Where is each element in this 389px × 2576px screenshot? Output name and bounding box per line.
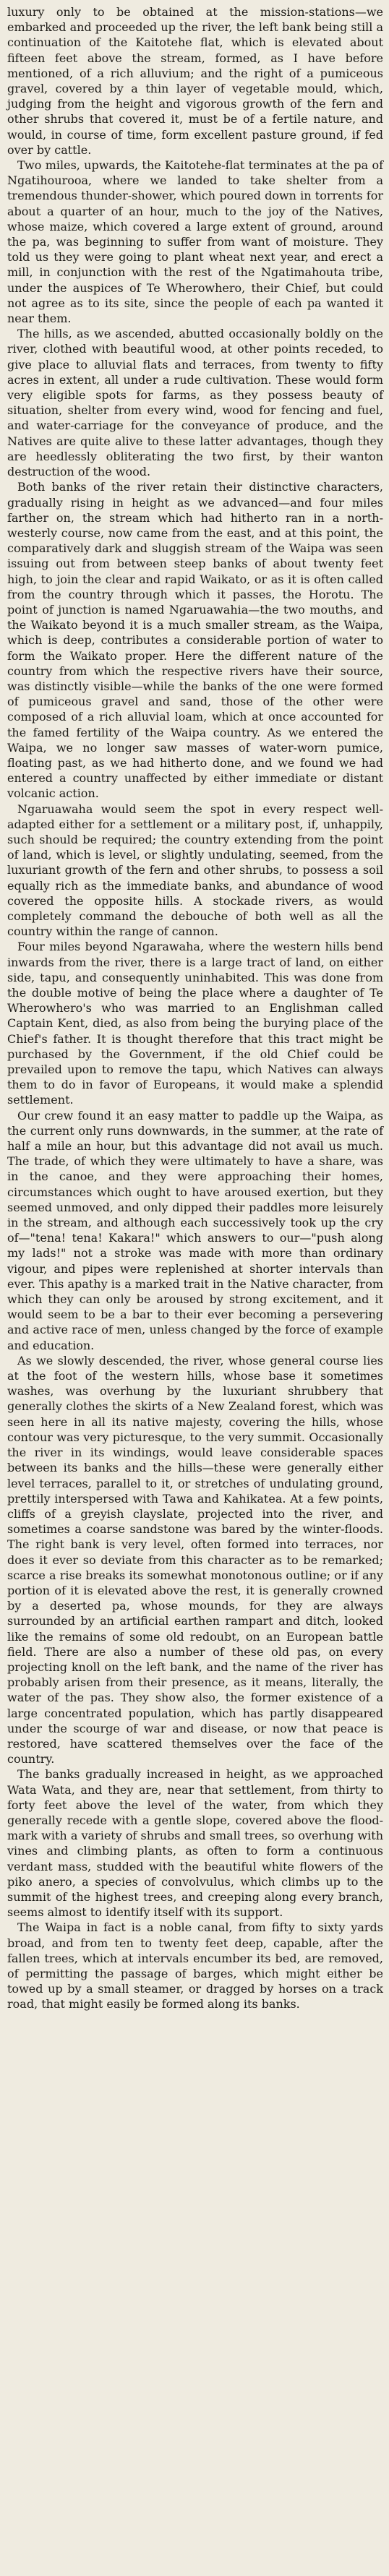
article-paragraph: Two miles, upwards, the Kaitotehe-flat terminates at the pa of Ngatihourooa, where we landed to take shelter from a tremendous thunder-shower, which poured down in torrents for about a quarter of an hour, much to the joy of the Natives, whose maize, which covered a large extent of ground, around the pa, was beginning to suffer from want of moisture. They told us they were going to plant wheat next year, and erect a mill, in conjunction with the rest of the Ngatimahouta tribe, under the auspices of Te Wherowhero, their Chief, but could not agree as to its site, since the people of each pa wanted it near them.	[7, 158, 383, 326]
article-paragraph: Four miles beyond Ngarawaha, where the western hills bend inwards from the river, there is a large tract of land, on either side, tapu, and consequently uninhabited. This was done from the double motive of being the place where a daughter of Te Wherowhero's who was married to an Englishman called Captain Kent, died, as also from being the burying place of the Chief's father. It is thought therefore that this tract might be purchased by the Government, if the old Chief could be prevailed upon to remove the tapu, which Natives can always them to do in favor of Europeans, it would make a splendid settlement.	[7, 940, 383, 1107]
article-paragraph: As we slowly descended, the river, whose general course lies at the foot of the western hills, whose base it sometimes washes, was overhung by the luxuriant shrubbery that generally clothes the skirts of a New Zealand forest, which was seen here in all its native majesty, covering the hills, whose contour was very picturesque, to the very summit. Occasionally the river in its windings, would leave considerable spaces between its banks and the hills—these were generally either level terraces, parallel to it, or stretches of undulating ground, prettily interspersed with Tawa and Kahikatea. At a few points, cliffs of a greyish clayslate, projected into the river, and sometimes a coarse sandstone was bared by the winter-floods. The right bank is very level, often formed into terraces, nor does it ever so deviate from this character as to be remarked; scarce a rise breaks its somewhat monotonous outline; or if any portion of it is elevated above the rest, it is generally crowned by a deserted pa, whose mounds, for they are always surrounded by an artificial earthen rampart and ditch, looked like the remains of some old redoubt, on an European battle field. There are also a number of these old pas, on every projecting knoll on the left bank, and the name of the river has probably arisen from their presence, as it means, literally, the water of the pas. They show also, the former existence of a large concentrated population, which has partly disappeared under the scourge of war and disease, or now that peace is restored, have scattered themselves over the face of the country.	[7, 1353, 383, 1766]
article-paragraph: Our crew found it an easy matter to paddle up the Waipa, as the current only runs downwards, in the summer, at the rate of half a mile an hour, but this advantage did not avail us much. The trade, of which they were ultimately to have a share, was in the canoe, and they were approaching their homes, circumstances which ought to have aroused exertion, but they seemed unmoved, and only dipped their paddles more leisurely in the stream, and although each successively took up the cry of—"tena! tena! Kakara!" which answers to our—"push along my lads!" not a stroke was made with more than ordinary vigour, and pipes were replenished at shorter intervals than ever. This apathy is a marked trait in the Native character, from which they can only be aroused by strong excitement, and it would seem to be a bar to their ever becoming a persevering and active race of men, unless changed by the force of example and education.	[7, 1108, 383, 1352]
article-paragraph: The banks gradually increased in height, as we approached Wata Wata, and they are, near that settlement, from thirty to forty feet above the level of the water, from which they generally recede with a gentle slope, covered above the flood-mark with a variety of shrubs and small trees, so overhung with vines and climbing plants, as often to form a continuous verdant mass, studded with the beautiful white flowers of the piko anero, a species of convolvulus, which climbs up to the summit of the highest trees, and creeping along every branch, seems almost to identify itself with its support.	[7, 1767, 383, 1920]
article-column	[7, 4, 383, 2012]
article-paragraph: The Waipa in fact is a noble canal, from fifty to sixty yards broad, and from ten to twenty feet deep, capable, after the fallen trees, which at intervals encumber its bed, are removed, of permitting the passage of barges, which might either be towed up by a small steamer, or dragged by horses on a track road, that might easily be formed along its banks.	[7, 1920, 383, 2012]
article-paragraph: Ngaruawaha would seem the spot in every respect well-adapted either for a settlement or a military post, if, unhappily, such should be required; the country extending from the point of land, which is level, or slightly undulating, seemed, from the luxuriant growth of the fern and other shrubs, to possess a soil equally rich as the immediate banks, and abundance of wood covered the opposite hills. A stockade rivers, as would completely command the debouche of both well as all the country within the range of cannon.	[7, 802, 383, 939]
article-paragraph: luxury only to be obtained at the mission-stations—we embarked and proceeded up the river, the left bank being still a continuation of the Kaitotehe flat, which is elevated about fifteen feet above the stream, formed, as I have before mentioned, of a rich alluvium; and the right of a pumiceous gravel, covered by a thin layer of vegetable mould, which, judging from the height and vigorous growth of the fern and other shrubs that covered it, must be of a fertile nature, and would, in course of time, form excellent pasture ground, if fed over by cattle.	[7, 5, 383, 157]
article-paragraph: Both banks of the river retain their distinctive characters, gradually rising in height as we advanced—and four miles farther on, the stream which had hitherto ran in a north-westerly course, now came from the east, and at this point, the comparatively dark and sluggish stream of the Waipa was seen issuing out from between steep banks of about twenty feet high, to join the clear and rapid Waikato, or as it is often called from the country through which it passes, the Horotu. The point of junction is named Ngaruawahia—the two mouths, and the Waikato beyond it is a much smaller stream, as the Waipa, which is deep, contributes a considerable portion of water to form the Waikato proper. Here the different nature of the country from which the respective rivers have their source, was distinctly visible—while the banks of the one were formed of pumiceous gravel and sand, those of the other were composed of a rich alluvial loam, which at once accounted for the famed fertility of the Waipa country. As we entered the Waipa, we no longer saw masses of water-worn pumice, floating past, as we had hitherto done, and we found we had entered a country unaffected by either immediate or distant volcanic action.	[7, 480, 383, 801]
article-paragraph: The hills, as we ascended, abutted occasionally boldly on the river, clothed with beautiful wood, at other points receded, to give place to alluvial flats and terraces, from twenty to fifty acres in extent, all under a rude cultivation. These would form very eligible spots for farms, as they possess beauty of situation, shelter from every wind, wood for fencing and fuel, and water-carriage for the conveyance of produce, and the Natives are quite alive to these latter advantages, though they are heedlessly obliterating the two first, by their wanton destruction of the wood.	[7, 327, 383, 479]
